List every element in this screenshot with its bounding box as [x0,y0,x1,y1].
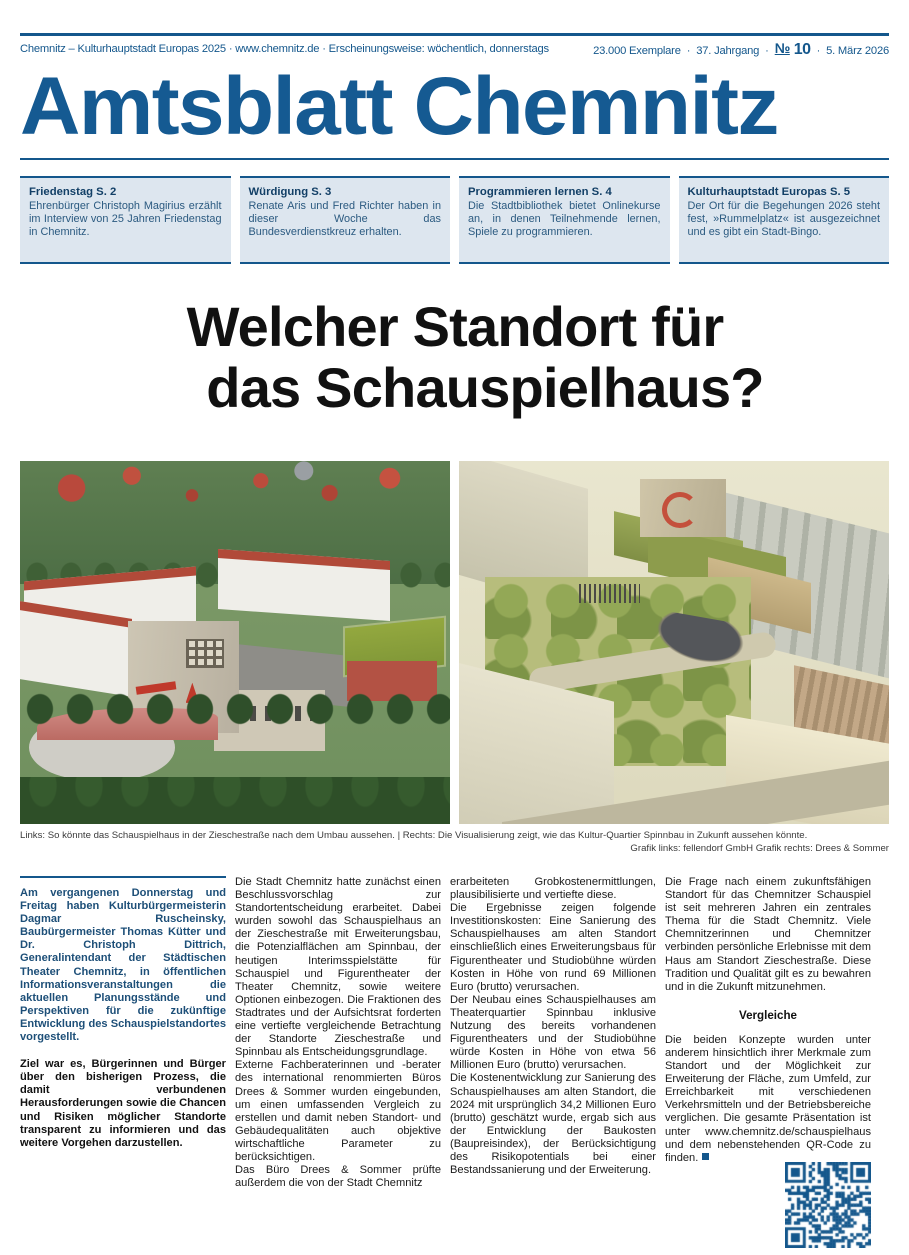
teaser-item-kulturhauptstadt[interactable] [679,176,890,264]
article-paragraph: Die Frage nach einem zukunftsfähigen Standort für das Chemnitzer Schauspiel ist seit mehreren Jahren ein zentrales Thema für die Stadt Chemnitz. Viele Chemnitzerinnen und Chemnitzer verbinden persönliche Erlebnisse mit dem Haus am Standort Zieschestraße. Diese Tradition und Qualität gilt es zu bewahren und in die Zukunft mitzunehmen. [665,876,871,993]
article-paragraph [665,1034,871,1165]
end-mark-icon [702,1153,709,1160]
new-theatre-building [640,479,726,537]
dot-separator: · [816,44,821,57]
article-paragraph: Externe Fachberaterinnen und -berater des international renommierten Büros Drees & Sommer wurden eingebunden, um einen umfassenden Vergleich zu erstellen und damit neben Standort- und Gebäudequalitäten auch objektive wirtschaftliche Parameter zu berücksichtigen. [235,1059,441,1163]
photo-spinnbau-rendering [459,461,889,824]
article-paragraph: Die Stadt Chemnitz hatte zunächst einen Beschlussvorschlag zur Standortentscheidung erarbeitet. Dabei wurden sowohl das Schauspielhaus an der Zieschestraße mit Erweiterungsbau, die Potenzialflächen am Spinnbau, der heutigen Interimsspielstätte für Schauspiel und Figurentheater der Theater Chemnitz, sowie weitere Optionen einbezogen. Die Fraktionen des Stadtrates und der Aufsichtsrat forderten eine vertiefte vergleichende Betrachtung der Standorte Zieschestraße und Spinnbau als Entscheidungsgrundlage. [235,876,441,1059]
article-paragraph-text: Die beiden Konzepte wurden unter anderem hinsichtlich ihrer Merkmale zum Standort und der Möglichkeit zur Erweiterung der Fläche, zum Umfeld, zur Erreichbarkeit mit verschiedenen Verkehrsmitteln und der Betriebsbereiche verglichen. Die gesamte Präsentation ist unter www.chemnitz.de/schauspielhaus und dem nebenstehenden QR-Code zu finden. [665,1033,871,1164]
top-rule [20,33,889,36]
headline-line-1: Welcher Standort für [186,295,724,358]
dateline [20,40,889,58]
dot-separator: · [686,44,691,57]
masthead [20,61,889,152]
issue-value: 10 [793,40,811,58]
building-block [20,601,132,697]
tree-row-front [20,686,450,751]
dateline-left: Chemnitz – Kulturhauptstadt Europas 2025 · www.chemnitz.de · Erscheinungsweise: wöchentlich, donnerstags [20,43,549,55]
photo-caption [20,830,889,855]
photo-zieschestrasse-rendering [20,461,450,824]
issue-date: 5. März 2026 [826,44,889,57]
teaser-text: Ehrenbürger Christoph Magirius erzählt im Interview von 25 Jahren Friedenstag in Chemnitz. [29,200,222,239]
masthead-title: Amtsblatt Chemnitz [20,61,778,152]
foreground-trees [20,777,450,824]
teaser-item-wuerdigung[interactable] [240,176,451,264]
article-paragraph: erarbeiteten Grobkostenermittlungen, plausibilisierte und vertiefte diese. [450,876,656,902]
qr-code[interactable] [785,1162,871,1248]
chemnitz-c-logo-icon [662,492,698,528]
teaser-headline: Friedenstag S. 2 [29,186,117,198]
facade-grid [186,639,224,668]
main-headline [60,296,850,418]
article-paragraph: Die Ergebnisse zeigen folgende Investitionskosten: Eine Sanierung des Schauspielhauses am alten Standort einschließlich eines Erweiterungsbaus für Figurentheater und Studiobühne würden Kosten in Höhe von rund 69 Millionen Euro (brutto) verursachen. [450,902,656,993]
caption-text: Links: So könnte das Schauspielhaus in der Zieschestraße nach dem Umbau aussehen. | Rechts: Die Visualisierung zeigt, wie das Kultur-Quartier Spinnbau in Zukunft aussehen könnte. [20,830,808,841]
volume: 37. Jahrgang [696,44,760,57]
teaser-text: Die Stadtbibliothek bietet Onlinekurse an, in denen Teilnehmende lernen, Spiele zu programmieren. [468,200,661,239]
dateline-right [593,40,889,59]
article-paragraph: Das Büro Drees & Sommer prüfte außerdem die von der Stadt Chemnitz [235,1164,441,1190]
article-lead-paragraph: Am vergangenen Donnerstag und Freitag haben Kulturbürgermeisterin Dagmar Ruscheinsky, Baubürgermeister Thomas Kütter und Dr. Christoph Dittrich, Generalintendant der Städtischen Theater Chemnitz, in öffentlichen Informationsveranstaltungen die aktuellen Planungsstände und Perspektiven für die zukünftige Entwicklung des Schauspielstandortes vorgestellt. [20,887,226,1044]
caption-credit: Grafik links: fellendorf GmbH Grafik rechts: Drees & Sommer [630,842,889,854]
teaser-headline: Würdigung S. 3 [248,186,332,198]
article-column-1 [20,876,226,1248]
article-column-4 [665,876,871,1248]
headline-line-2: das Schauspielhaus? [206,356,764,419]
masthead-rule [20,158,889,160]
article-paragraph: Ziel war es, Bürgerinnen und Bürger über den bisherigen Prozess, die damit verbundenen Herausforderungen sowie die Chancen und Risiken möglicher Standorte transparent zu informieren und das weitere Vorgehen darzustellen. [20,1058,226,1149]
article-column-3 [450,876,656,1248]
dot-separator: · [765,44,769,57]
section-subheading: Vergleiche [738,1008,797,1022]
issue-number [775,40,811,59]
teaser-strip [20,176,889,264]
article-paragraph: Die Kostenentwicklung zur Sanierung des Schauspielhauses am alten Standort, die 2024 mit ursprünglich 34,2 Millionen Euro (brutto) geschätzt wurde, ergab sich aus der Entwicklung der Baukosten (Baupreisindex), der Berücksichtigung des Risikopotentials bei einer Bestandssanierung und der Erweiterung. [450,1072,656,1177]
teaser-text: Renate Aris und Fred Richter haben in dieser Woche das Bundesverdienstkreuz erhalten. [248,200,441,239]
circulation: 23.000 Exemplare [593,44,681,57]
teaser-headline: Programmieren lernen S. 4 [468,186,612,198]
teaser-text: Der Ort für die Begehungen 2026 steht fest, »Rummelplatz« ist ausgezeichnet und es gibt ein Stadt-Bingo. [687,200,880,239]
teaser-item-programmieren[interactable] [459,176,670,264]
column-rule [20,876,226,878]
issue-prefix: № [774,39,790,56]
people-crowd [579,584,639,602]
article-column-2 [235,876,441,1248]
article-body [20,876,889,1248]
photo-row [20,461,889,824]
teaser-item-friedenstag[interactable] [20,176,231,264]
building-block [218,549,390,621]
article-paragraph: Der Neubau eines Schauspielhauses am Theaterquartier Spinnbau inklusive Nutzung des bereits vorhandenen Figurentheaters und der Studiobühne würde Kosten in Höhe von etwa 56 Millionen Euro (brutto) verursachen. [450,993,656,1072]
teaser-headline: Kulturhauptstadt Europas S. 5 [687,186,851,198]
